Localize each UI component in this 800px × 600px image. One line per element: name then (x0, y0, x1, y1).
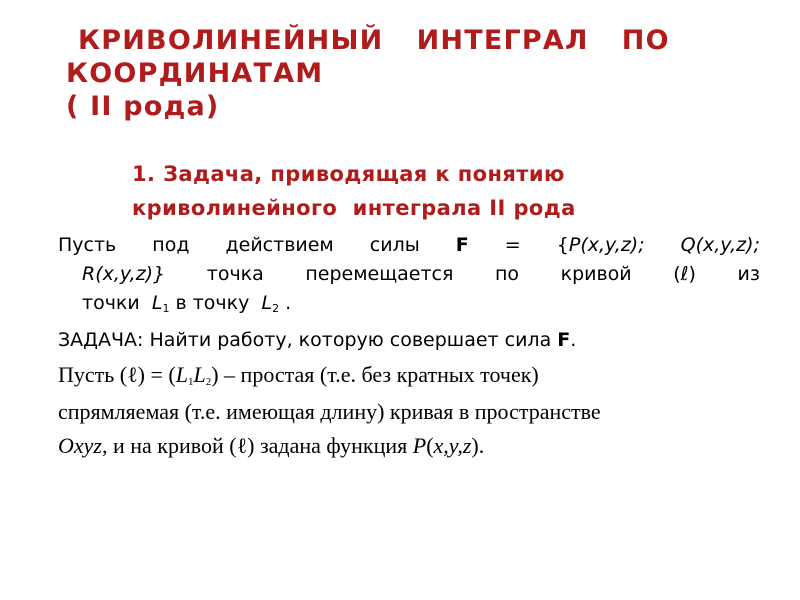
task-end: . (570, 329, 577, 351)
word: кривой (560, 263, 632, 285)
word: из (737, 263, 760, 285)
title-line-1: КРИВОЛИНЕЙНЫЙ ИНТЕГРАЛ ПО (78, 25, 670, 56)
word: Пусть (58, 234, 117, 256)
title-line-2: КООРДИНАТАМ (66, 58, 324, 89)
section-heading-line-2: криволинейного интеграла II рода (132, 196, 576, 220)
end-point: $L_2$ (261, 292, 280, 315)
slide-title (66, 24, 766, 123)
word: точки (82, 292, 140, 314)
task-statement (58, 326, 576, 355)
word: в точку (175, 292, 250, 314)
definition-line-3: Oxyz, и на кривой (ℓ) задана функция P(x,y,z). (58, 433, 485, 458)
section-heading (132, 157, 772, 225)
statement-line-2 (58, 260, 760, 289)
equals-sign: = (504, 234, 521, 256)
definition-line-2: спрямляемая (т.е. имеющая длину) кривая в пространстве (58, 399, 601, 424)
q-component: Q(x,y,z); (680, 234, 760, 256)
section-heading-line-1: 1. Задача, приводящая к понятию (132, 162, 565, 186)
statement-line-3 (58, 289, 760, 318)
task-text: ЗАДАЧА: Найти работу, которую совершает сила (58, 329, 558, 351)
p-component: {P(x,y,z); (556, 234, 645, 256)
word: точка (206, 263, 264, 285)
problem-statement (58, 231, 760, 318)
force-vector: F (455, 234, 469, 256)
curve-symbol: (ℓ) (673, 263, 696, 285)
period: . (279, 292, 292, 314)
definition-line-1: Пусть (ℓ) = $(L_1L_2)$ – простая (т.е. без кратных точек) (58, 362, 539, 388)
force-vector: F (557, 329, 571, 351)
word: по (494, 263, 520, 285)
r-component: R(x,y,z)} (82, 263, 166, 285)
title-line-3: ( II рода) (66, 91, 220, 122)
word: перемещается (305, 263, 454, 285)
word: силы (369, 234, 420, 256)
word: действием (225, 234, 334, 256)
word: под (152, 234, 190, 256)
start-point: $L_1$ (151, 292, 170, 315)
space-name: Oxyz (58, 433, 102, 458)
statement-line-1 (58, 231, 760, 260)
